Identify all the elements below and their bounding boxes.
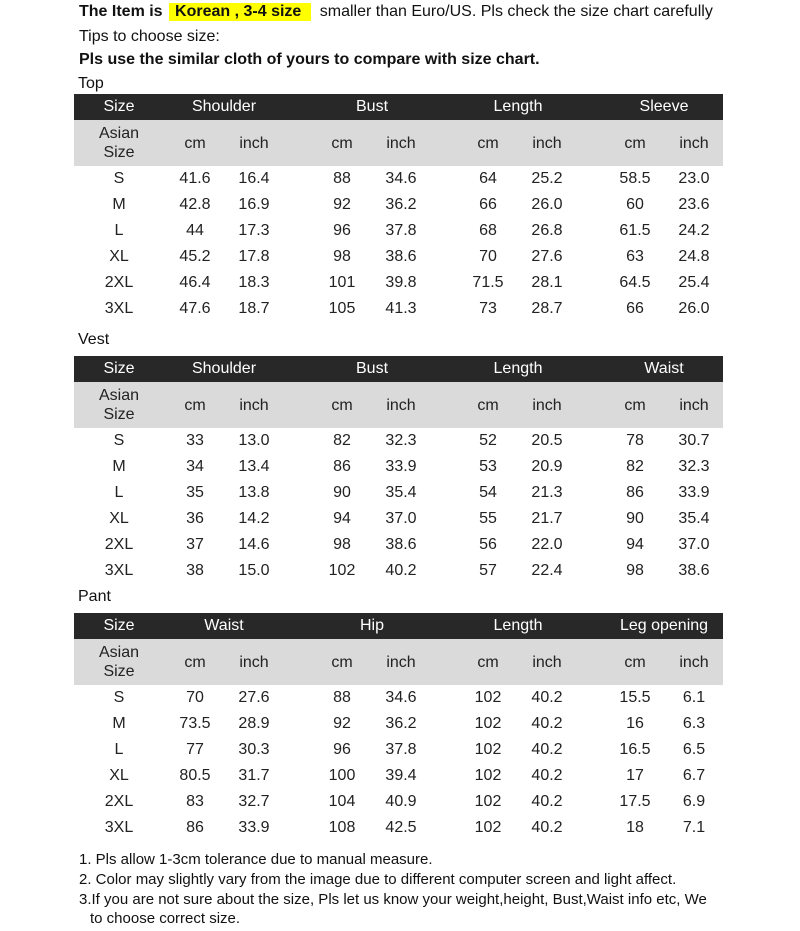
size-cell: 2XL	[104, 793, 134, 810]
value-cell: 16.9	[238, 196, 270, 213]
table-row	[74, 737, 723, 763]
value-cell: 88	[333, 689, 351, 706]
value-cell: 102	[328, 562, 356, 579]
value-cell: 25.4	[678, 274, 710, 291]
value-cell: 23.6	[678, 196, 710, 213]
value-cell: 83	[186, 793, 204, 810]
value-cell: 41.6	[179, 170, 211, 187]
value-cell: 98	[626, 562, 644, 579]
value-cell: 90	[626, 510, 644, 527]
value-cell: 33.9	[385, 458, 417, 475]
asian-size-word: Size	[103, 144, 135, 161]
value-cell: 102	[474, 741, 502, 758]
unit-cell: inch	[679, 397, 709, 414]
value-cell: 16.5	[619, 741, 651, 758]
value-cell: 47.6	[179, 300, 211, 317]
value-cell: 30.7	[678, 432, 710, 449]
value-cell: 46.4	[179, 274, 211, 291]
value-cell: 28.1	[531, 274, 563, 291]
value-cell: 37.8	[385, 222, 417, 239]
table-row	[74, 815, 723, 841]
unit-cell: cm	[184, 397, 206, 414]
value-cell: 45.2	[179, 248, 211, 265]
compare-tip: Pls use the similar cloth of yours to compare with size chart.	[79, 51, 540, 68]
value-cell: 37	[186, 536, 204, 553]
value-cell: 73.5	[179, 715, 211, 732]
table-row	[74, 218, 723, 244]
table-unit-row	[74, 382, 723, 428]
value-cell: 38.6	[678, 562, 710, 579]
size-cell: 2XL	[104, 536, 134, 553]
unit-cell: cm	[624, 654, 646, 671]
value-cell: 6.9	[682, 793, 706, 810]
asian-size-label	[99, 386, 139, 424]
value-cell: 88	[333, 170, 351, 187]
unit-cell: cm	[184, 135, 206, 152]
value-cell: 40.2	[531, 819, 563, 836]
unit-cell: inch	[386, 397, 416, 414]
value-cell: 42.5	[385, 819, 417, 836]
size-cell: 2XL	[104, 274, 134, 291]
table-row	[74, 789, 723, 815]
size-cell: M	[112, 715, 126, 732]
header-cell: Length	[493, 98, 543, 115]
size-cell: S	[113, 432, 125, 449]
unit-cell: cm	[331, 654, 353, 671]
note-1: 1. Pls allow 1-3cm tolerance due to manual measure.	[79, 851, 433, 868]
table-header-row	[74, 613, 723, 639]
value-cell: 18.3	[238, 274, 270, 291]
intro-suffix: smaller than Euro/US. Pls check the size chart carefully	[319, 3, 713, 20]
table-row	[74, 532, 723, 558]
size-cell: S	[113, 689, 125, 706]
value-cell: 70	[479, 248, 497, 265]
unit-cell: inch	[239, 135, 269, 152]
size-cell: M	[112, 458, 126, 475]
value-cell: 25.2	[531, 170, 563, 187]
table-row	[74, 558, 723, 584]
value-cell: 35.4	[678, 510, 710, 527]
value-cell: 36	[186, 510, 204, 527]
value-cell: 26.0	[678, 300, 710, 317]
section-title-top: Top	[78, 75, 104, 92]
asian-size-word: Size	[103, 406, 135, 423]
value-cell: 53	[479, 458, 497, 475]
unit-cell: inch	[532, 135, 562, 152]
value-cell: 44	[186, 222, 204, 239]
table-row	[74, 244, 723, 270]
value-cell: 36.2	[385, 715, 417, 732]
size-cell: XL	[109, 248, 129, 265]
value-cell: 56	[479, 536, 497, 553]
value-cell: 21.3	[531, 484, 563, 501]
value-cell: 82	[626, 458, 644, 475]
value-cell: 96	[333, 222, 351, 239]
section-title-vest: Vest	[78, 331, 110, 348]
value-cell: 35	[186, 484, 204, 501]
size-cell: XL	[109, 767, 129, 784]
value-cell: 20.5	[531, 432, 563, 449]
asian-size-label	[99, 643, 139, 681]
value-cell: 60	[626, 196, 644, 213]
unit-cell: cm	[624, 135, 646, 152]
header-cell: Hip	[359, 617, 385, 634]
size-table-vest	[74, 356, 723, 584]
size-cell: XL	[109, 510, 129, 527]
value-cell: 23.0	[678, 170, 710, 187]
asian-size-word: Asian	[98, 644, 140, 661]
unit-cell: cm	[477, 397, 499, 414]
value-cell: 66	[479, 196, 497, 213]
value-cell: 14.2	[238, 510, 270, 527]
unit-cell: inch	[239, 654, 269, 671]
value-cell: 101	[328, 274, 356, 291]
asian-size-label	[99, 124, 139, 162]
note-3-cont: to choose correct size.	[90, 910, 241, 927]
value-cell: 17.5	[619, 793, 651, 810]
value-cell: 86	[333, 458, 351, 475]
value-cell: 38.6	[385, 248, 417, 265]
size-cell: 3XL	[104, 300, 134, 317]
value-cell: 104	[328, 793, 356, 810]
value-cell: 71.5	[472, 274, 504, 291]
value-cell: 63	[626, 248, 644, 265]
value-cell: 32.3	[678, 458, 710, 475]
unit-cell: inch	[386, 135, 416, 152]
value-cell: 7.1	[682, 819, 706, 836]
table-header-row	[74, 94, 723, 120]
table-header-row	[74, 356, 723, 382]
value-cell: 58.5	[619, 170, 651, 187]
value-cell: 37.0	[678, 536, 710, 553]
value-cell: 86	[626, 484, 644, 501]
value-cell: 27.6	[531, 248, 563, 265]
value-cell: 36.2	[385, 196, 417, 213]
value-cell: 57	[479, 562, 497, 579]
value-cell: 42.8	[179, 196, 211, 213]
tips-line: Tips to choose size:	[79, 28, 220, 45]
value-cell: 55	[479, 510, 497, 527]
value-cell: 30.3	[238, 741, 270, 758]
value-cell: 54	[479, 484, 497, 501]
value-cell: 92	[333, 196, 351, 213]
value-cell: 18.7	[238, 300, 270, 317]
header-cell: Shoulder	[191, 360, 257, 377]
unit-cell: cm	[331, 397, 353, 414]
value-cell: 13.0	[238, 432, 270, 449]
value-cell: 16	[626, 715, 644, 732]
header-cell: Length	[493, 617, 543, 634]
value-cell: 78	[626, 432, 644, 449]
value-cell: 94	[626, 536, 644, 553]
value-cell: 100	[328, 767, 356, 784]
note-2: 2. Color may slightly vary from the image due to different computer screen and light affect.	[79, 871, 677, 888]
value-cell: 102	[474, 715, 502, 732]
value-cell: 61.5	[619, 222, 651, 239]
value-cell: 22.4	[531, 562, 563, 579]
size-table-pant	[74, 613, 723, 841]
value-cell: 15.0	[238, 562, 270, 579]
value-cell: 90	[333, 484, 351, 501]
value-cell: 17	[626, 767, 644, 784]
value-cell: 17.3	[238, 222, 270, 239]
value-cell: 38	[186, 562, 204, 579]
table-row	[74, 454, 723, 480]
value-cell: 39.8	[385, 274, 417, 291]
value-cell: 77	[186, 741, 204, 758]
value-cell: 33	[186, 432, 204, 449]
value-cell: 6.7	[682, 767, 706, 784]
value-cell: 40.2	[531, 793, 563, 810]
table-row	[74, 428, 723, 454]
value-cell: 22.0	[531, 536, 563, 553]
value-cell: 38.6	[385, 536, 417, 553]
value-cell: 40.2	[531, 767, 563, 784]
unit-cell: cm	[331, 135, 353, 152]
value-cell: 40.2	[531, 689, 563, 706]
value-cell: 27.6	[238, 689, 270, 706]
unit-cell: inch	[386, 654, 416, 671]
value-cell: 40.2	[531, 715, 563, 732]
value-cell: 24.2	[678, 222, 710, 239]
value-cell: 40.2	[531, 741, 563, 758]
value-cell: 31.7	[238, 767, 270, 784]
value-cell: 102	[474, 767, 502, 784]
value-cell: 68	[479, 222, 497, 239]
size-cell: M	[112, 196, 126, 213]
value-cell: 108	[328, 819, 356, 836]
value-cell: 35.4	[385, 484, 417, 501]
value-cell: 66	[626, 300, 644, 317]
unit-cell: cm	[477, 654, 499, 671]
value-cell: 18	[626, 819, 644, 836]
value-cell: 92	[333, 715, 351, 732]
value-cell: 21.7	[531, 510, 563, 527]
header-cell: Waist	[204, 617, 244, 634]
value-cell: 102	[474, 793, 502, 810]
size-cell: S	[113, 170, 125, 187]
value-cell: 102	[474, 819, 502, 836]
asian-size-word: Asian	[98, 125, 140, 142]
header-cell: Size	[103, 98, 135, 115]
value-cell: 96	[333, 741, 351, 758]
value-cell: 40.9	[385, 793, 417, 810]
table-row	[74, 480, 723, 506]
value-cell: 94	[333, 510, 351, 527]
table-row	[74, 166, 723, 192]
value-cell: 13.8	[238, 484, 270, 501]
size-cell: 3XL	[104, 562, 134, 579]
note-3: 3.If you are not sure about the size, Pls let us know your weight,height, Bust,Waist info etc, We	[79, 891, 707, 908]
value-cell: 64.5	[619, 274, 651, 291]
value-cell: 28.7	[531, 300, 563, 317]
value-cell: 32.7	[238, 793, 270, 810]
header-cell: Size	[103, 360, 135, 377]
size-cell: L	[114, 741, 124, 758]
value-cell: 6.1	[682, 689, 706, 706]
table-row	[74, 192, 723, 218]
value-cell: 80.5	[179, 767, 211, 784]
asian-size-word: Asian	[98, 387, 140, 404]
value-cell: 34.6	[385, 689, 417, 706]
value-cell: 13.4	[238, 458, 270, 475]
header-cell: Sleeve	[639, 98, 689, 115]
unit-cell: inch	[239, 397, 269, 414]
table-row	[74, 711, 723, 737]
value-cell: 41.3	[385, 300, 417, 317]
size-cell: L	[114, 222, 124, 239]
value-cell: 37.0	[385, 510, 417, 527]
table-row	[74, 296, 723, 322]
value-cell: 98	[333, 248, 351, 265]
header-cell: Length	[493, 360, 543, 377]
value-cell: 32.3	[385, 432, 417, 449]
size-table-top	[74, 94, 723, 322]
value-cell: 15.5	[619, 689, 651, 706]
value-cell: 102	[474, 689, 502, 706]
value-cell: 37.8	[385, 741, 417, 758]
size-cell: L	[114, 484, 124, 501]
table-unit-row	[74, 120, 723, 166]
value-cell: 6.5	[682, 741, 706, 758]
intro-line	[79, 3, 713, 21]
unit-cell: inch	[532, 654, 562, 671]
value-cell: 28.9	[238, 715, 270, 732]
unit-cell: inch	[679, 654, 709, 671]
header-cell: Leg opening	[619, 617, 709, 634]
value-cell: 39.4	[385, 767, 417, 784]
value-cell: 34	[186, 458, 204, 475]
size-cell: 3XL	[104, 819, 134, 836]
unit-cell: inch	[679, 135, 709, 152]
asian-size-word: Size	[103, 663, 135, 680]
intro-prefix: The Item is	[79, 3, 163, 20]
header-cell: Bust	[355, 360, 389, 377]
value-cell: 16.4	[238, 170, 270, 187]
value-cell: 6.3	[682, 715, 706, 732]
value-cell: 34.6	[385, 170, 417, 187]
value-cell: 20.9	[531, 458, 563, 475]
table-row	[74, 506, 723, 532]
table-row	[74, 270, 723, 296]
section-title-pant: Pant	[78, 588, 111, 605]
value-cell: 70	[186, 689, 204, 706]
value-cell: 26.0	[531, 196, 563, 213]
value-cell: 73	[479, 300, 497, 317]
value-cell: 24.8	[678, 248, 710, 265]
value-cell: 33.9	[238, 819, 270, 836]
value-cell: 52	[479, 432, 497, 449]
table-row	[74, 763, 723, 789]
value-cell: 105	[328, 300, 356, 317]
value-cell: 82	[333, 432, 351, 449]
unit-cell: cm	[624, 397, 646, 414]
table-row	[74, 685, 723, 711]
value-cell: 26.8	[531, 222, 563, 239]
header-cell: Waist	[644, 360, 684, 377]
value-cell: 86	[186, 819, 204, 836]
unit-cell: cm	[477, 135, 499, 152]
value-cell: 17.8	[238, 248, 270, 265]
intro-highlight: Korean , 3-4 size	[169, 3, 311, 21]
unit-cell: cm	[184, 654, 206, 671]
value-cell: 33.9	[678, 484, 710, 501]
header-cell: Shoulder	[191, 98, 257, 115]
value-cell: 64	[479, 170, 497, 187]
value-cell: 14.6	[238, 536, 270, 553]
value-cell: 98	[333, 536, 351, 553]
unit-cell: inch	[532, 397, 562, 414]
header-cell: Bust	[355, 98, 389, 115]
table-unit-row	[74, 639, 723, 685]
header-cell: Size	[103, 617, 135, 634]
value-cell: 40.2	[385, 562, 417, 579]
